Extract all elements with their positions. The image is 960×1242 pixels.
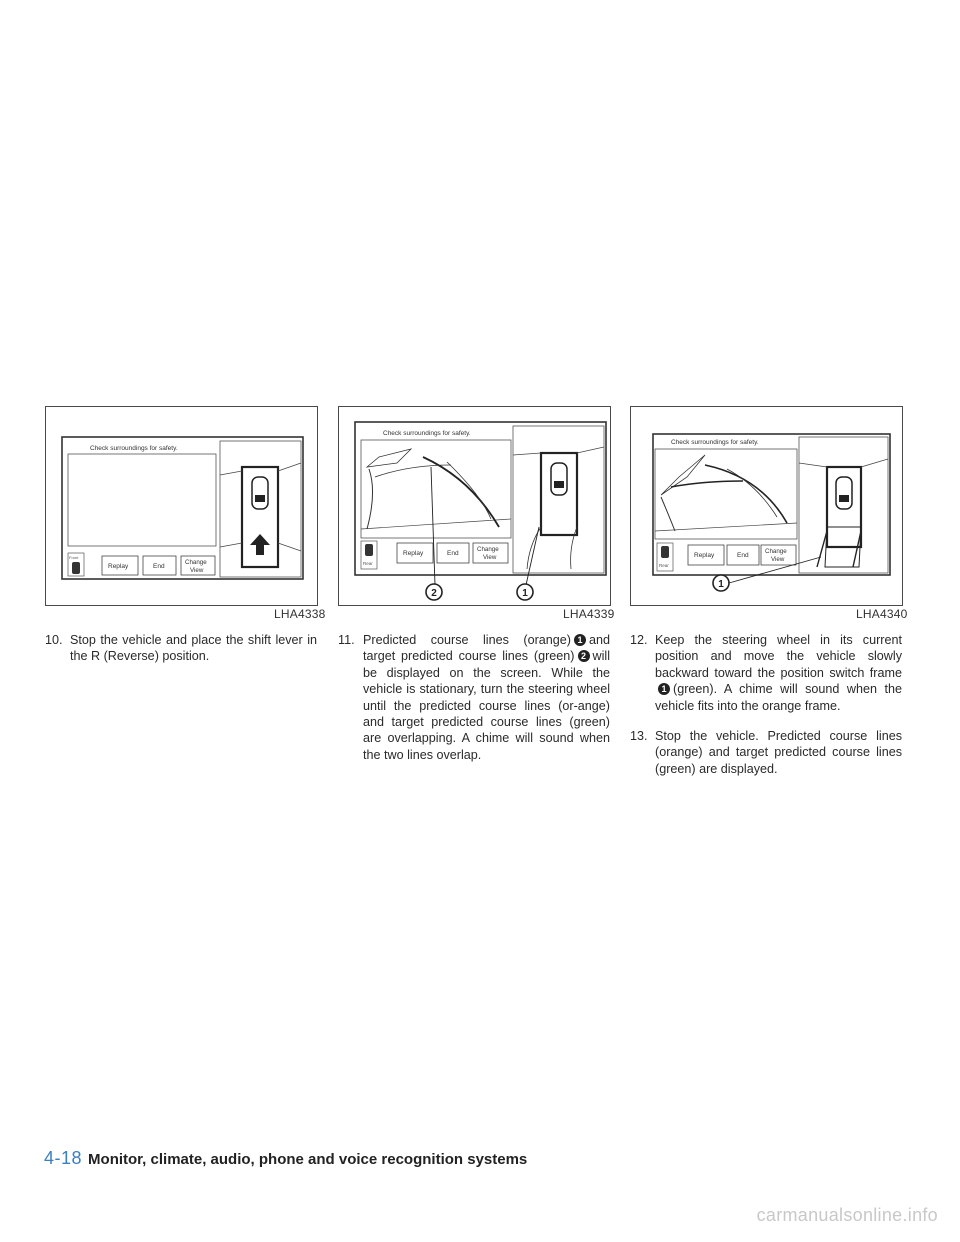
figure-lha4338 — [45, 406, 318, 606]
monitor-diagram — [631, 407, 902, 605]
step-11 — [338, 632, 610, 763]
end-label: End — [153, 563, 165, 570]
step-text: Stop the vehicle. Predicted course lines (orange) and target predicted course lines (green) are displayed. — [655, 729, 902, 776]
screen-title: Check surroundings for safety. — [383, 430, 471, 437]
step-text: Stop the vehicle and place the shift lever in the R (Reverse) position. — [70, 633, 317, 664]
step-10 — [45, 632, 317, 665]
change-label: Change — [477, 546, 499, 553]
view-label-2: View — [771, 556, 785, 563]
change-label: Change — [185, 559, 207, 566]
view-label-2: View — [483, 554, 497, 561]
page-footer — [44, 1148, 527, 1169]
callout-1-label: 1 — [718, 579, 724, 590]
ref-2-icon: 2 — [578, 650, 590, 662]
figure-code: LHA4338 — [274, 607, 326, 621]
monitor-diagram — [46, 407, 317, 605]
figure-code: LHA4340 — [856, 607, 908, 621]
step-text: Predicted course lines (orange) 1 and target predicted course lines (green) 2 will be displayed on the screen. While the vehicle is stationary, turn the steering wheel until the predicted course lines (or-ange) and target predicted course lines (green) are overlapping. A chime will sound when the two lines overlap. — [363, 633, 610, 762]
step-number: 11. — [338, 633, 355, 647]
callout-1-label: 1 — [522, 588, 528, 599]
view-label: Rear — [363, 561, 373, 566]
figure-lha4340 — [630, 406, 903, 606]
page-number: 4-18 — [44, 1148, 83, 1168]
step-number: 12. — [630, 633, 648, 647]
chapter-title: Monitor, climate, audio, phone and voice recognition systems — [88, 1151, 528, 1168]
replay-label: Replay — [403, 550, 424, 557]
end-label: End — [447, 550, 459, 557]
callout-2-label: 2 — [431, 588, 437, 599]
replay-label: Replay — [108, 563, 129, 570]
step-number: 13. — [630, 729, 648, 743]
screen-title: Check surroundings for safety. — [90, 445, 178, 452]
view-label: Rear — [659, 563, 669, 568]
watermark: carmanualsonline.info — [756, 1205, 938, 1225]
ref-1-icon: 1 — [574, 634, 586, 646]
view-label: Front — [69, 555, 79, 560]
view-label-2: View — [190, 567, 204, 574]
step-13 — [630, 728, 902, 777]
ref-1-icon: 1 — [658, 683, 670, 695]
figure-code: LHA4339 — [563, 607, 615, 621]
screen-title: Check surroundings for safety. — [671, 439, 759, 446]
replay-label: Replay — [694, 552, 715, 559]
step-number: 10. — [45, 633, 63, 647]
end-label: End — [737, 552, 749, 559]
step-12 — [630, 632, 902, 714]
monitor-diagram — [339, 407, 610, 605]
figure-lha4339 — [338, 406, 611, 606]
change-label: Change — [765, 548, 787, 555]
step-text: Keep the steering wheel in its current position and move the vehicle slowly backward toward the position switch frame1 (green). A chime will sound when the vehicle fits into the orange frame. — [655, 633, 902, 713]
